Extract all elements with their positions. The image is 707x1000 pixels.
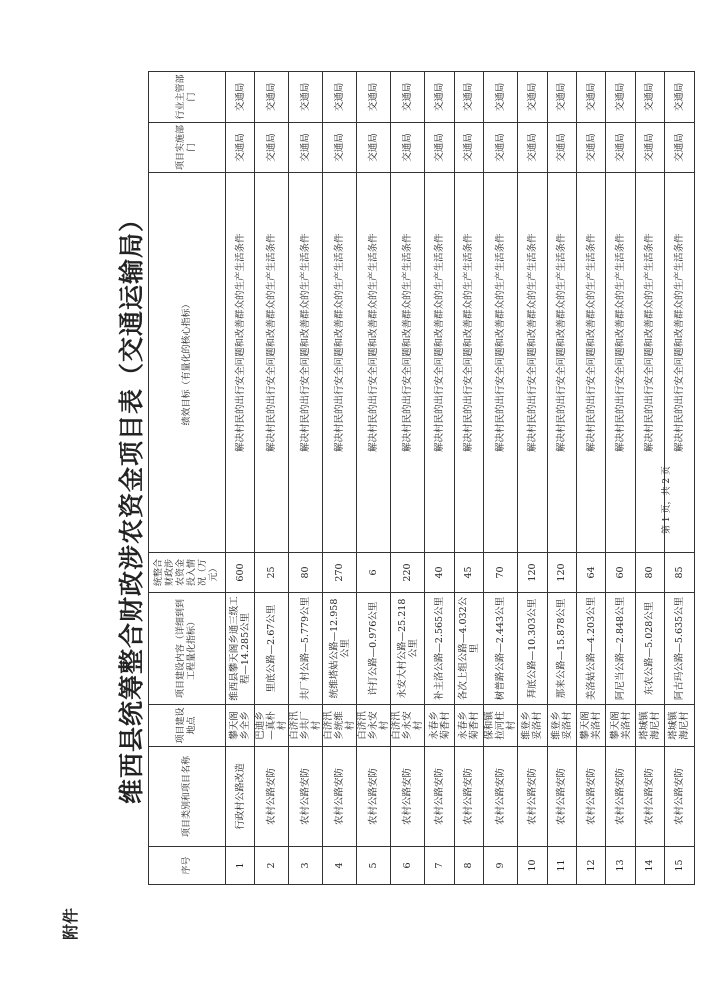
header-seq: 序号 <box>149 847 226 885</box>
cell-implementer: 交通局 <box>518 123 547 173</box>
cell-category: 农村公路安防 <box>665 747 694 847</box>
cell-content: 阿尼当公路—2.848公里 <box>606 593 635 705</box>
cell-implementer: 交通局 <box>323 123 357 173</box>
cell-funds: 64 <box>576 553 605 593</box>
cell-funds: 80 <box>289 553 323 593</box>
cell-category: 农村公路安防 <box>484 747 518 847</box>
cell-category: 行政村公路改造 <box>226 747 255 847</box>
cell-funds: 120 <box>547 553 576 593</box>
cell-supervisor: 交通局 <box>255 72 289 123</box>
cell-goal: 解决村民的出行安全问题和改善群众的生产生活条件 <box>547 173 576 553</box>
cell-implementer: 交通局 <box>425 123 454 173</box>
cell-funds: 6 <box>357 553 391 593</box>
cell-supervisor: 交通局 <box>425 72 454 123</box>
cell-category: 农村公路安防 <box>547 747 576 847</box>
cell-category: 农村公路安防 <box>576 747 605 847</box>
cell-goal: 解决村民的出行安全问题和改善群众的生产生活条件 <box>606 173 635 553</box>
cell-seq: 4 <box>323 847 357 885</box>
cell-goal: 解决村民的出行安全问题和改善群众的生产生活条件 <box>665 173 694 553</box>
table-row <box>547 72 576 885</box>
table-row <box>518 72 547 885</box>
cell-location: 攀天阁美洛村 <box>576 705 605 747</box>
cell-location: 攀天阁美洛村 <box>606 705 635 747</box>
cell-seq: 2 <box>255 847 289 885</box>
cell-implementer: 交通局 <box>391 123 425 173</box>
cell-location: 白济汛乡永安村 <box>357 705 391 747</box>
page-footer: 第 1 页，共 2 页 <box>662 466 672 534</box>
cell-seq: 9 <box>484 847 518 885</box>
header-implementer: 项目实施部门 <box>149 123 226 173</box>
cell-content: 东农公路—5.028公里 <box>635 593 664 705</box>
cell-category: 农村公路安防 <box>323 747 357 847</box>
cell-location: 白济汛乡永安村 <box>391 705 425 747</box>
table-row <box>576 72 605 885</box>
cell-funds: 25 <box>255 553 289 593</box>
cell-content: 许打公路—0.976公里 <box>357 593 391 705</box>
cell-goal: 解决村民的出行安全问题和改善群众的生产生活条件 <box>454 173 483 553</box>
cell-implementer: 交通局 <box>357 123 391 173</box>
cell-funds: 45 <box>454 553 483 593</box>
header-content: 项目建设内容（详细到到工程量化指标） <box>149 593 226 705</box>
cell-implementer: 交通局 <box>226 123 255 173</box>
cell-implementer: 交通局 <box>454 123 483 173</box>
table-row <box>226 72 255 885</box>
cell-seq: 1 <box>226 847 255 885</box>
cell-seq: 6 <box>391 847 425 885</box>
cell-location: 白济汛乡统维村 <box>323 705 357 747</box>
cell-funds: 80 <box>635 553 664 593</box>
table-row <box>255 72 289 885</box>
cell-seq: 11 <box>547 847 576 885</box>
cell-category: 农村公路安防 <box>391 747 425 847</box>
cell-goal: 解决村民的出行安全问题和改善群众的生产生活条件 <box>357 173 391 553</box>
header-category: 项目类别和项目名称 <box>149 747 226 847</box>
cell-seq: 3 <box>289 847 323 885</box>
cell-supervisor: 交通局 <box>226 72 255 123</box>
cell-supervisor: 交通局 <box>484 72 518 123</box>
cell-implementer: 交通局 <box>289 123 323 173</box>
cell-content: 拜底公路—10.303公里 <box>518 593 547 705</box>
table-body <box>226 72 695 885</box>
cell-implementer: 交通局 <box>635 123 664 173</box>
cell-category: 农村公路安防 <box>454 747 483 847</box>
cell-implementer: 交通局 <box>547 123 576 173</box>
cell-funds: 85 <box>665 553 694 593</box>
header-location: 项目建设地点 <box>149 705 226 747</box>
cell-supervisor: 交通局 <box>518 72 547 123</box>
cell-goal: 解决村民的出行安全问题和改善群众的生产生活条件 <box>323 173 357 553</box>
cell-implementer: 交通局 <box>484 123 518 173</box>
cell-seq: 13 <box>606 847 635 885</box>
cell-category: 农村公路安防 <box>289 747 323 847</box>
cell-content: 永安大村公路—25.218公里 <box>391 593 425 705</box>
cell-goal: 解决村民的出行安全问题和改善群众的生产生活条件 <box>635 173 664 553</box>
cell-implementer: 交通局 <box>576 123 605 173</box>
cell-goal: 解决村民的出行安全问题和改善群众的生产生活条件 <box>576 173 605 553</box>
cell-content: 树普路公路—2.443公里 <box>484 593 518 705</box>
cell-category: 农村公路安防 <box>357 747 391 847</box>
header-supervisor: 行业主管部门 <box>149 72 226 123</box>
cell-location: 保和镇拉河柱村 <box>484 705 518 747</box>
cell-goal: 解决村民的出行安全问题和改善群众的生产生活条件 <box>255 173 289 553</box>
cell-location: 攀天阁乡全乡 <box>226 705 255 747</box>
cell-funds: 600 <box>226 553 255 593</box>
cell-supervisor: 交通局 <box>576 72 605 123</box>
attachment-label: 附件 <box>61 907 80 940</box>
cell-location: 维登乡妥洛村 <box>547 705 576 747</box>
cell-content: 补主洛公路—2.565公里 <box>425 593 454 705</box>
cell-funds: 40 <box>425 553 454 593</box>
cell-supervisor: 交通局 <box>606 72 635 123</box>
cell-seq: 5 <box>357 847 391 885</box>
table-row <box>484 72 518 885</box>
page-title: 维西县统筹整合财政涉农资金项目表（交通运输局） <box>117 206 146 805</box>
table-row <box>289 72 323 885</box>
cell-location: 巴迪乡—真朴村 <box>255 705 289 747</box>
table-row <box>357 72 391 885</box>
cell-content: 统维塔姑公路—12.958公里 <box>323 593 357 705</box>
cell-seq: 12 <box>576 847 605 885</box>
cell-supervisor: 交通局 <box>391 72 425 123</box>
table-row <box>425 72 454 885</box>
cell-funds: 70 <box>484 553 518 593</box>
cell-supervisor: 交通局 <box>357 72 391 123</box>
cell-seq: 7 <box>425 847 454 885</box>
cell-category: 农村公路安防 <box>425 747 454 847</box>
table-row <box>454 72 483 885</box>
cell-seq: 15 <box>665 847 694 885</box>
cell-content: 维西县攀天阁乡通三级工程—14.285公里 <box>226 593 255 705</box>
cell-content: 里底公路—2.67公里 <box>255 593 289 705</box>
cell-category: 农村公路安防 <box>518 747 547 847</box>
cell-goal: 解决村民的出行安全问题和改善群众的生产生活条件 <box>518 173 547 553</box>
header-goal: 绩效目标（有量化的核心指标） <box>149 173 226 553</box>
cell-supervisor: 交通局 <box>289 72 323 123</box>
cell-implementer: 交通局 <box>255 123 289 173</box>
cell-location: 塔城镇海尼村 <box>665 705 694 747</box>
project-table <box>148 71 695 885</box>
cell-supervisor: 交通局 <box>665 72 694 123</box>
cell-content: 那来公路—15.878公里 <box>547 593 576 705</box>
cell-seq: 8 <box>454 847 483 885</box>
cell-location: 塔城镇海尼村 <box>635 705 664 747</box>
cell-goal: 解决村民的出行安全问题和改善群众的生产生活条件 <box>425 173 454 553</box>
table-row <box>391 72 425 885</box>
cell-location: 维登乡妥洛村 <box>518 705 547 747</box>
cell-implementer: 交通局 <box>606 123 635 173</box>
cell-seq: 10 <box>518 847 547 885</box>
cell-goal: 解决村民的出行安全问题和改善群众的生产生活条件 <box>484 173 518 553</box>
cell-funds: 220 <box>391 553 425 593</box>
cell-content: 共厂村公路—5.779公里 <box>289 593 323 705</box>
cell-category: 农村公路安防 <box>635 747 664 847</box>
cell-goal: 解决村民的出行安全问题和改善群众的生产生活条件 <box>226 173 255 553</box>
cell-funds: 120 <box>518 553 547 593</box>
cell-content: 各次上组公路—4.032公里 <box>454 593 483 705</box>
cell-supervisor: 交通局 <box>454 72 483 123</box>
cell-funds: 60 <box>606 553 635 593</box>
cell-seq: 14 <box>635 847 664 885</box>
cell-location: 永春乡菊香村 <box>454 705 483 747</box>
header-row <box>149 72 226 885</box>
cell-content: 美洛姑公路—4.203公里 <box>576 593 605 705</box>
header-funds: 统整合财政涉农资金投入情况（万元） <box>149 553 226 593</box>
cell-supervisor: 交通局 <box>547 72 576 123</box>
table-row <box>323 72 357 885</box>
cell-goal: 解决村民的出行安全问题和改善群众的生产生活条件 <box>391 173 425 553</box>
cell-location: 永春乡菊香村 <box>425 705 454 747</box>
cell-goal: 解决村民的出行安全问题和改善群众的生产生活条件 <box>289 173 323 553</box>
cell-funds: 270 <box>323 553 357 593</box>
cell-category: 农村公路安防 <box>255 747 289 847</box>
cell-implementer: 交通局 <box>665 123 694 173</box>
cell-supervisor: 交通局 <box>635 72 664 123</box>
cell-category: 农村公路安防 <box>606 747 635 847</box>
cell-location: 白济汛乡共厂村 <box>289 705 323 747</box>
cell-supervisor: 交通局 <box>323 72 357 123</box>
table-row <box>606 72 635 885</box>
cell-content: 阿古玛公路—5.635公里 <box>665 593 694 705</box>
